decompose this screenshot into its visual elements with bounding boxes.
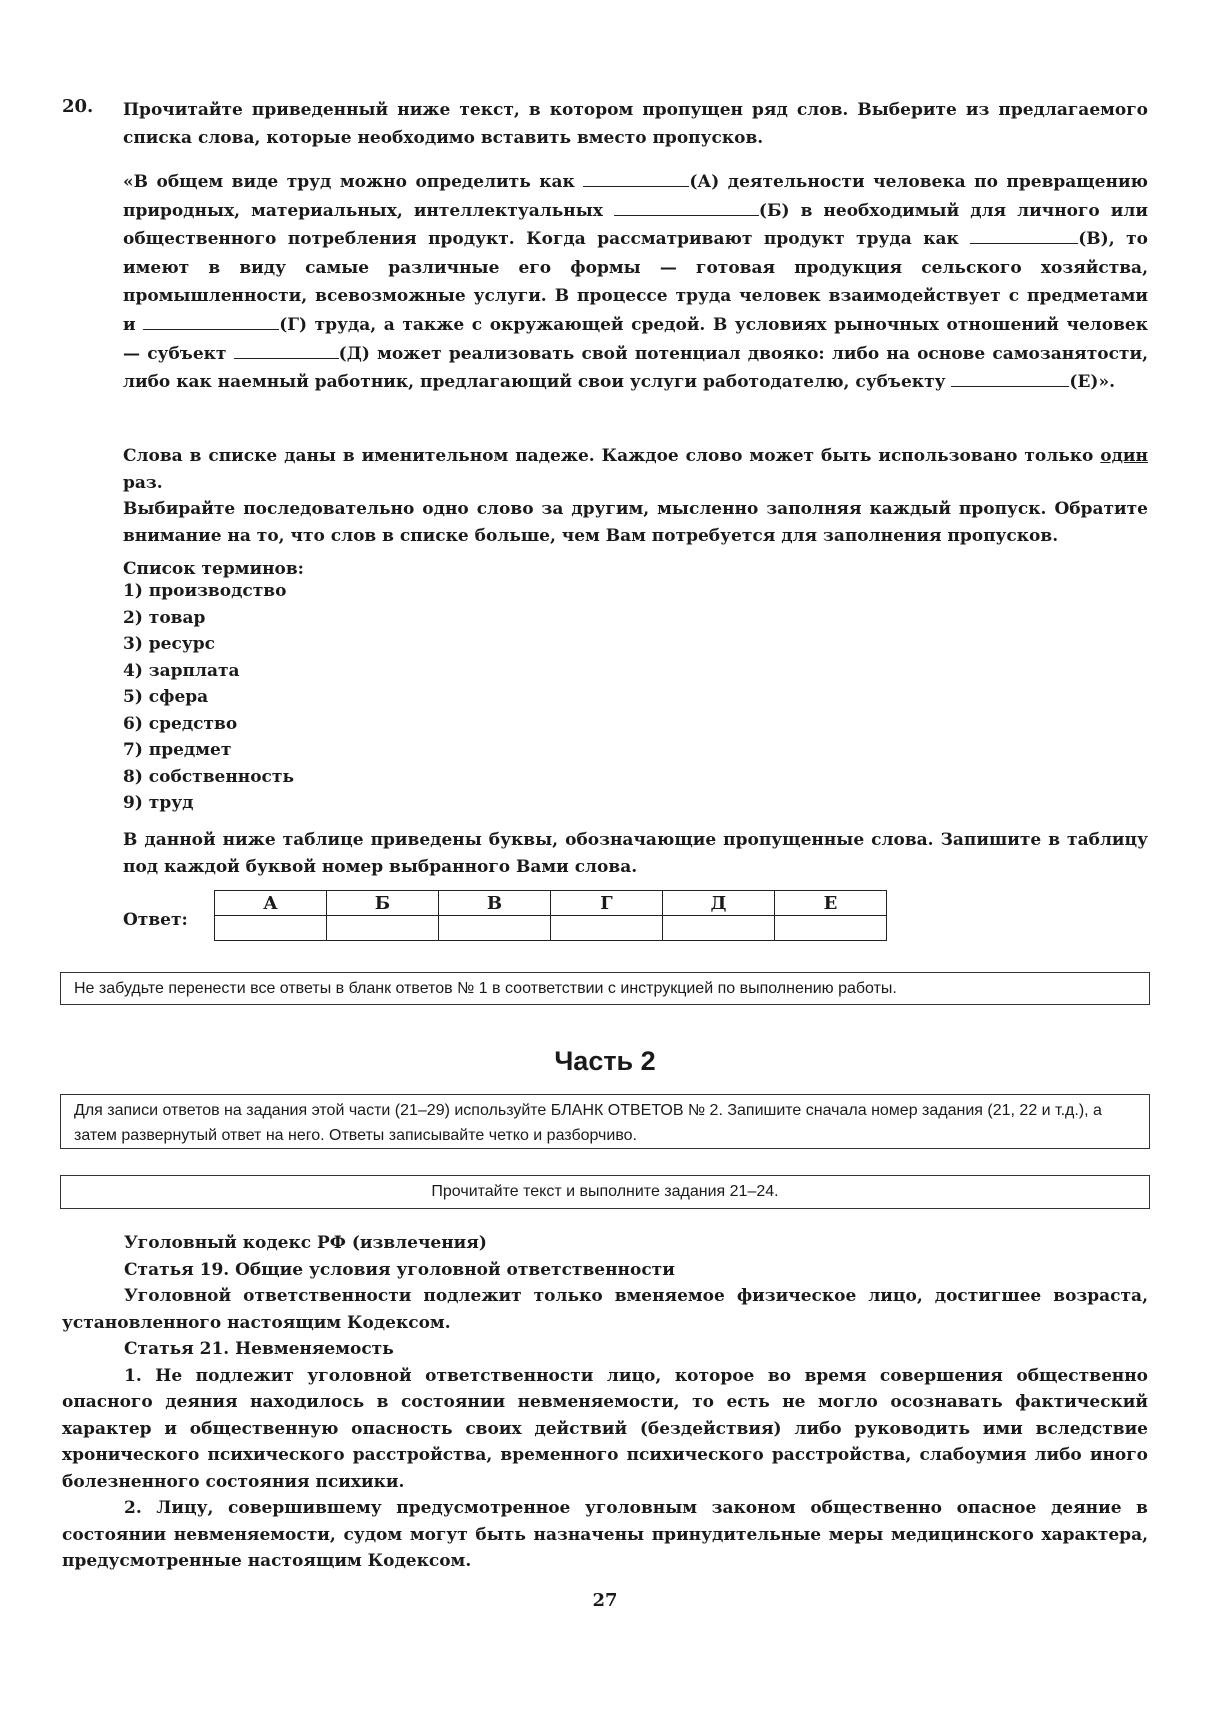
answer-cell-g[interactable] xyxy=(551,916,663,941)
quote-part-b: (Б) в необходимый для личного или общественного потребления продукт. Когда рассматривают продукт труда как xyxy=(123,200,1148,250)
task-intro: Прочитайте приведенный ниже текст, в котором пропущен ряд слов. Выберите из предлагаемого списка слова, которые необходимо вставить вместо пропусков. xyxy=(123,100,1148,148)
gap-g xyxy=(143,311,279,330)
instruction-once-text: Слова в списке даны в именительном падеже. Каждое слово может быть использовано только xyxy=(123,446,1101,466)
task-quote xyxy=(123,168,1148,397)
quote-part-e: (Е)». xyxy=(1069,372,1115,393)
quote-part-1: «В общем виде труд можно определить как xyxy=(123,172,584,192)
article-21-paragraph-1: 1. Не подлежит уголовной ответственности лицо, которое во время совершения общественно опасного деяния находилось в состоянии невменяемости, то есть не могло осознавать фактический характер и общественную опасность своих действий (бездействия) либо руководить ими вследствие хронического психического расстройства, временного психического расстройства, слабоумия либо иного болезненного состояния психики. xyxy=(62,1365,1148,1492)
quote-part-a: (А) деятельности человека по превращению природных, материальных, интеллектуальных xyxy=(123,172,1148,221)
reminder-box: Не забудьте перенести все ответы в бланк ответов № 1 в соответствии с инструкцией по выполнению работы. xyxy=(60,972,1150,1005)
legal-heading: Уголовный кодекс РФ (извлечения) xyxy=(124,1233,487,1253)
answer-letters-row xyxy=(215,891,887,916)
answer-cell-e[interactable] xyxy=(775,916,887,941)
article-19-body: Уголовной ответственности подлежит только вменяемое физическое лицо, достигшее возраста, установленного настоящим Кодексом. xyxy=(62,1286,1148,1333)
quote-part-v: (В), то имеют в виду самые различные его формы — готовая продукция сельского хозяйства, промышленности, всевозможные услуги. В процессе труда человек взаимодействует с предметами и xyxy=(123,229,1148,335)
quote-part-d: (Д) может реализовать свой потенциал двояко: либо на основе самозанятости, либо как наемный работник, предлагающий свои услуги работодателю, субъекту xyxy=(123,343,1148,393)
answer-cell-d[interactable] xyxy=(663,916,775,941)
gap-d xyxy=(234,340,339,359)
answer-letter-a: А xyxy=(215,891,327,916)
gap-e xyxy=(951,368,1069,387)
terms-list xyxy=(123,578,294,817)
article-21-paragraph-2: 2. Лицу, совершившему предусмотренное уголовным законом общественно опасное деяние в состоянии невменяемости, судом могут быть назначены принудительные меры медицинского характера, предусмотренные настоящим Кодексом. xyxy=(62,1498,1148,1571)
legal-text xyxy=(62,1230,1148,1575)
term-item: 9) труд xyxy=(123,793,194,813)
term-item: 6) средство xyxy=(123,713,238,734)
term-item: 8) собственность xyxy=(123,766,294,787)
answer-input-row xyxy=(215,916,887,941)
answer-label: Ответ: xyxy=(123,910,188,930)
answer-cell-a[interactable] xyxy=(215,916,327,941)
instruction-once-end: раз. xyxy=(123,473,163,493)
task-number: 20. xyxy=(62,96,94,117)
answer-letter-v: В xyxy=(439,891,551,916)
instruction-sequence: Выбирайте последовательно одно слово за другим, мысленно заполняя каждый пропуск. Обратите внимание на то, что слов в списке больше, чем Вам потребуется для заполнения пропусков. xyxy=(123,499,1148,546)
answer-letter-g: Г xyxy=(551,891,663,916)
answer-table xyxy=(214,890,887,941)
terms-title: Список терминов: xyxy=(123,559,304,579)
gap-b xyxy=(614,197,759,216)
answer-letter-e: Е xyxy=(775,891,887,916)
answer-cell-v[interactable] xyxy=(439,916,551,941)
answer-letter-d: Д xyxy=(663,891,775,916)
part-2-note-box: Для записи ответов на задания этой части (21–29) используйте БЛАНК ОТВЕТОВ № 2. Запишите сначала номер задания (21, 22 и т.д.), а затем развернутый ответ на него. Ответы записывайте четко и разборчиво. xyxy=(60,1094,1150,1149)
term-item: 2) товар xyxy=(123,607,206,628)
page-number: 27 xyxy=(592,1590,618,1611)
instruction-once-underlined: один xyxy=(1100,446,1148,466)
term-item: 3) ресурс xyxy=(123,634,215,654)
term-item: 1) производство xyxy=(123,581,287,601)
table-instruction: В данной ниже таблице приведены буквы, обозначающие пропущенные слова. Запишите в таблицу под каждой буквой номер выбранного Вами слова. xyxy=(123,830,1148,877)
article-19-title: Статья 19. Общие условия уголовной ответственности xyxy=(124,1259,675,1280)
term-item: 7) предмет xyxy=(123,740,232,760)
quote-part-g: (Г) труда, а также с окружающей средой. В условиях рыночных отношений человек — субъект xyxy=(123,314,1148,364)
gap-v xyxy=(970,225,1078,244)
article-21-title: Статья 21. Невменяемость xyxy=(124,1339,394,1359)
read-text-note-box: Прочитайте текст и выполните задания 21–24. xyxy=(60,1175,1150,1209)
answer-letter-b: Б xyxy=(327,891,439,916)
gap-a xyxy=(583,168,689,187)
part-2-title: Часть 2 xyxy=(554,1046,656,1076)
answer-cell-b[interactable] xyxy=(327,916,439,941)
term-item: 5) сфера xyxy=(123,687,209,707)
term-item: 4) зарплата xyxy=(123,660,240,681)
instruction-once xyxy=(123,443,1148,497)
